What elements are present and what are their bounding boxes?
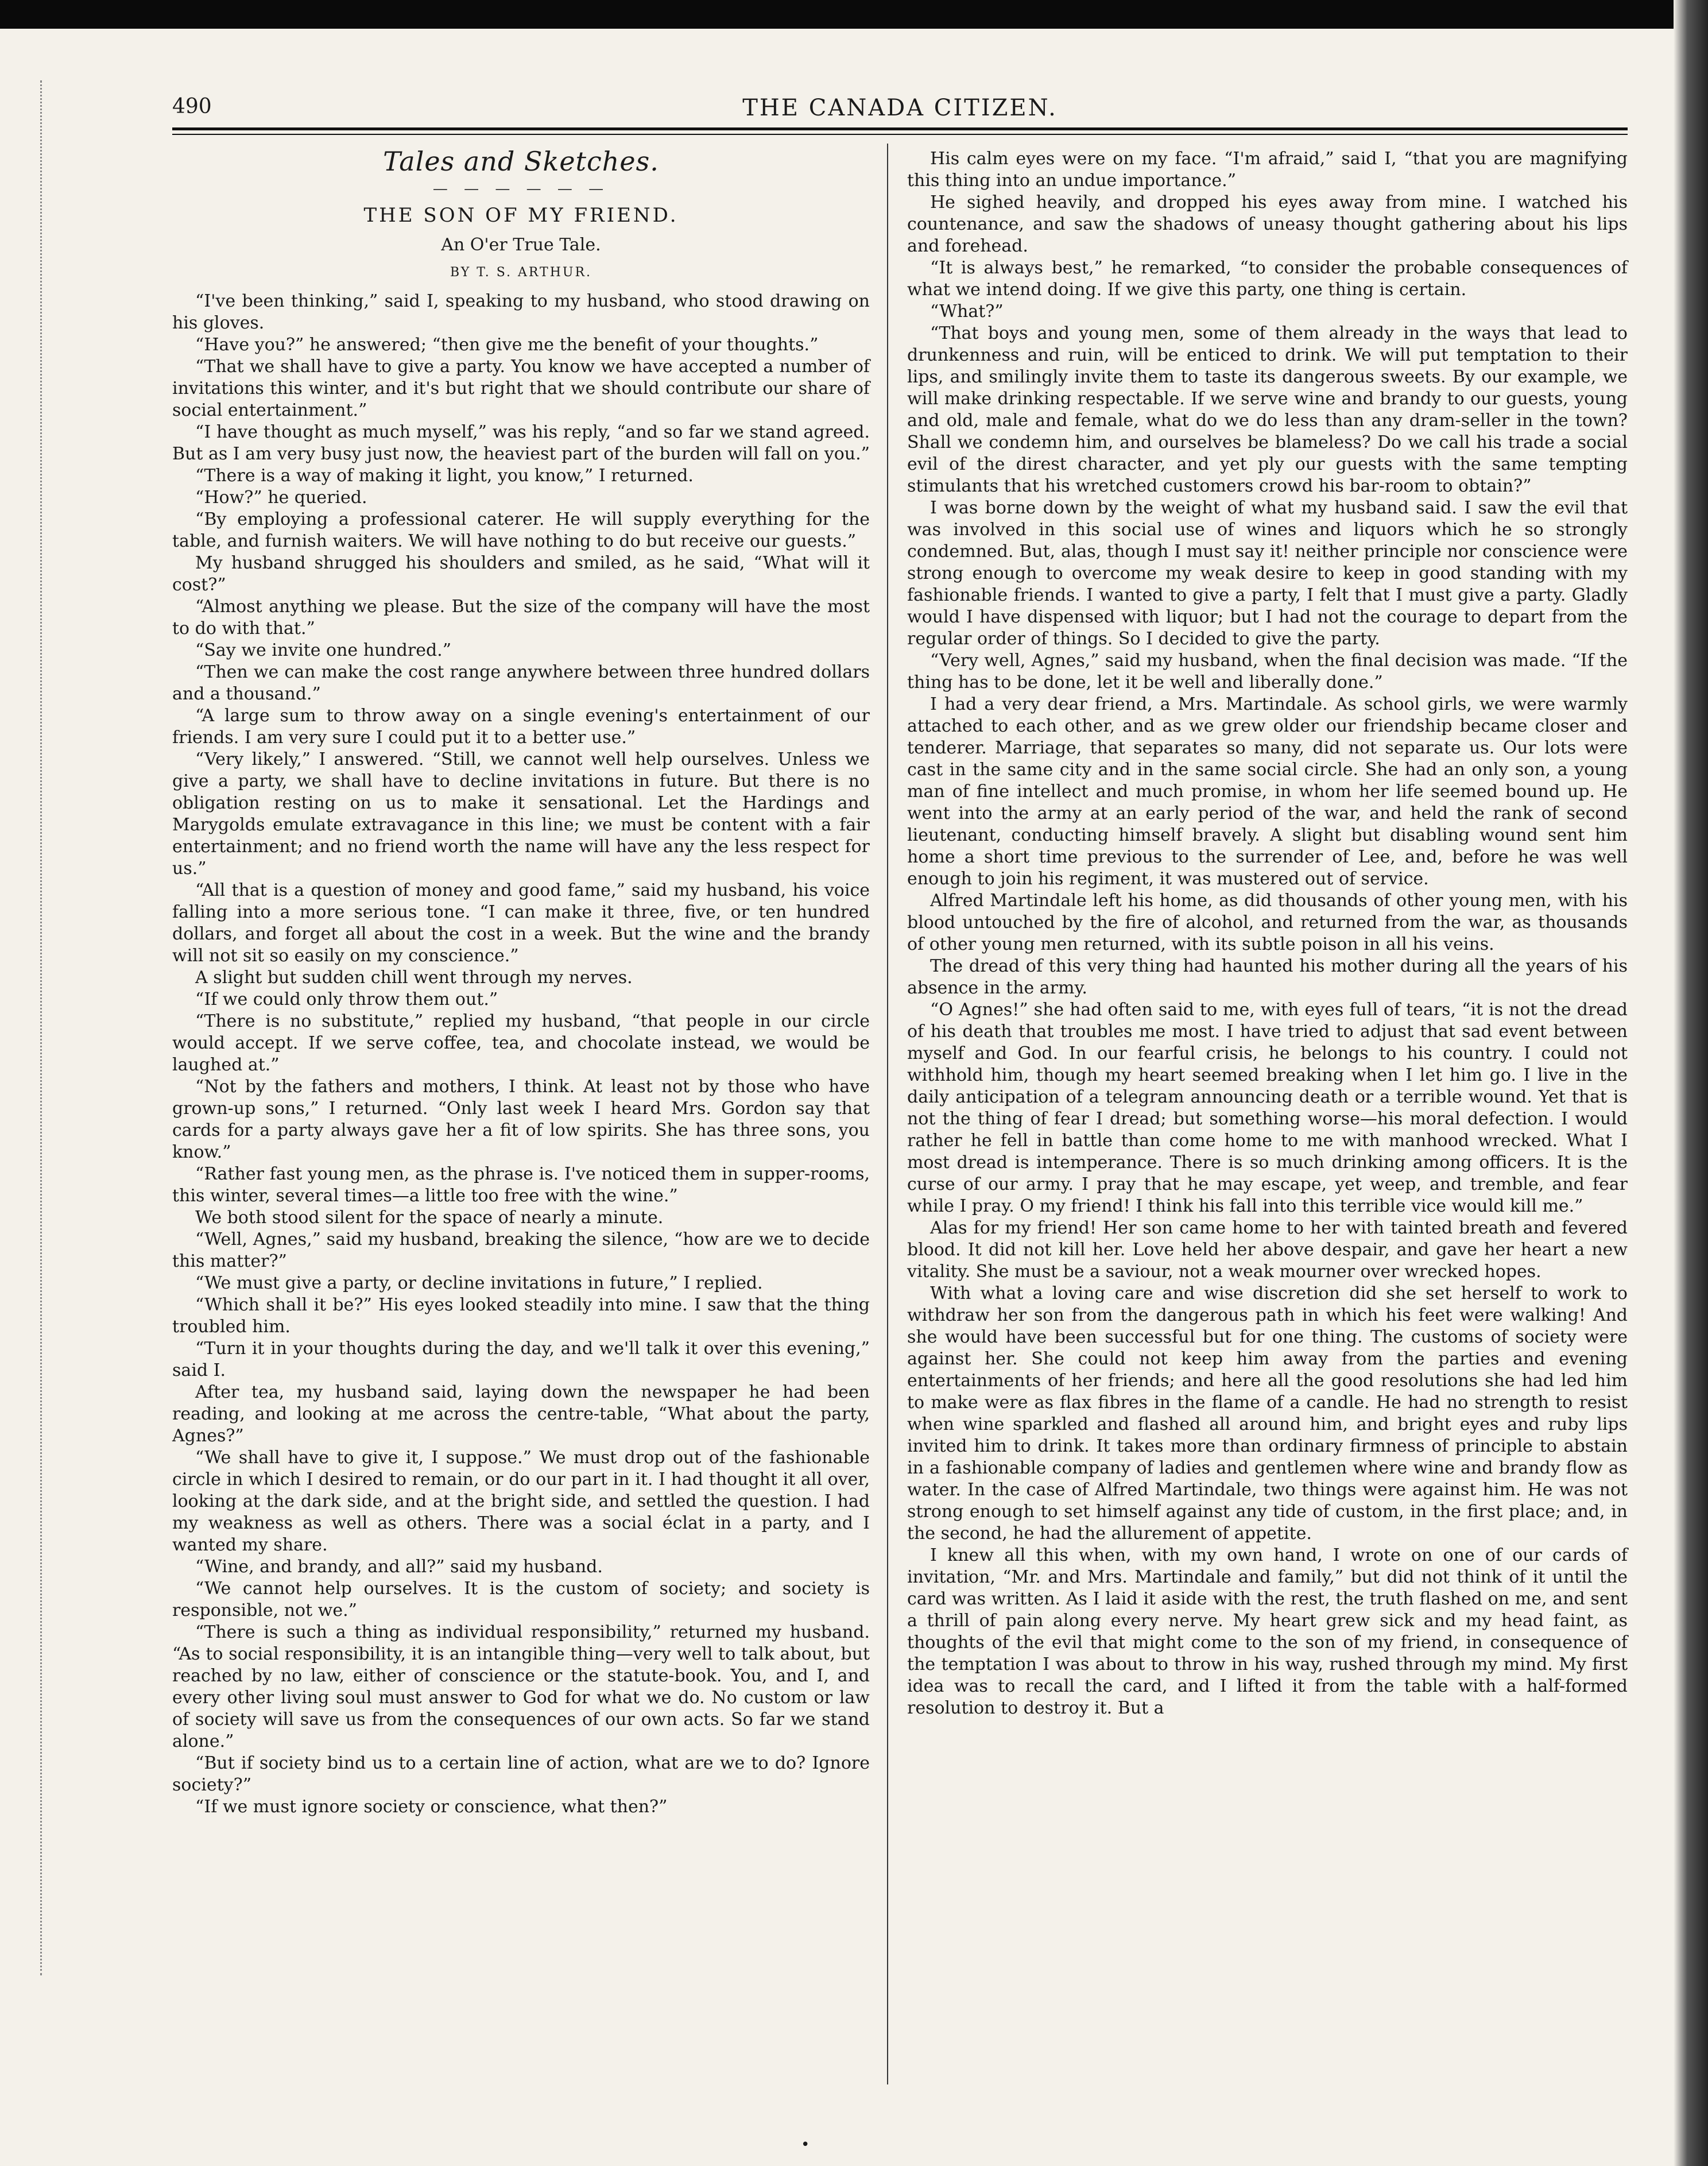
scan-right-edge bbox=[1674, 0, 1708, 2166]
page-header bbox=[172, 95, 1628, 129]
paragraph: “Not by the fathers and mothers, I think. At least not by those who have grown-up sons,” I returned. “Only last week I heard Mrs. Gordon say that cards for a party always gave her a fit of low spirits. She has three sons, you know.” bbox=[172, 1077, 870, 1162]
paragraph: After tea, my husband said, laying down the newspaper he had been reading, and looking at me across the centre-table, “What about the party, Agnes?” bbox=[172, 1382, 870, 1446]
paragraph: “Well, Agnes,” said my husband, breaking the silence, “how are we to decide this matter?” bbox=[172, 1229, 870, 1271]
right-column-body bbox=[907, 148, 1628, 1719]
journal-title: THE CANADA CITIZEN. bbox=[742, 95, 1058, 121]
left-column bbox=[172, 148, 870, 1818]
paragraph: My husband shrugged his shoulders and smiled, as he said, “What will it cost?” bbox=[172, 553, 870, 595]
paragraph: “Wine, and brandy, and all?” said my husband. bbox=[195, 1557, 603, 1577]
paragraph: “We must give a party, or decline invitations in future,” I replied. bbox=[195, 1273, 763, 1293]
paragraph: “Turn it in your thoughts during the day, and we'll talk it over this evening,” said I. bbox=[172, 1339, 870, 1380]
paragraph: “There is no substitute,” replied my husband, “that people in our circle would accept. If we serve coffee, tea, and chocolate instead, we would be laughed at.” bbox=[172, 1011, 870, 1075]
paragraph: “All that is a question of money and good fame,” said my husband, his voice falling into a more serious tone. “I can make it three, five, or ten hundred dollars, and forget all about the cost in a week. But the wine and the brandy will not sit so easily on my conscience.” bbox=[172, 880, 870, 966]
paragraph: I had a very dear friend, a Mrs. Martindale. As school girls, we were warmly attached to each other, and as we grew older our friendship became closer and tenderer. Marriage, that separates so many, did not separate us. Our lots were cast in the same city and in the same social circle. She had an only son, a young man of fine intellect and much promise, in whom her life seemed bound up. He went into the army at an early period of the war, and held the rank of second lieutenant, conducting himself bravely. A slight but disabling wound sent him home a short time previous to the surrender of Lee, and, before he was well enough to join his regiment, it was mustered out of service. bbox=[907, 694, 1628, 889]
paragraph: “O Agnes!” she had often said to me, with eyes full of tears, “it is not the dread of his death that troubles me most. I have tried to adjust that sad event between myself and God. In our fearful crisis, he belongs to his country. I could not withhold him, though my heart seemed breaking when I let him go. I live in the daily anticipation of a telegram announcing death or a terrible wound. Yet that is not the thing of fear I dread; but something worse—his moral defection. I would rather he fell in battle than come home to me with manhood wrecked. What I most dread is intemperance. There is so much drinking among officers. It is the curse of our army. I pray that he may escape, yet weep, and tremble, and fear while I pray. O my friend! I think his fall into this terrible vice would kill me.” bbox=[907, 1000, 1628, 1216]
paragraph: “Almost anything we please. But the size of the company will have the most to do with that.” bbox=[172, 597, 870, 639]
paragraph: I was borne down by the weight of what my husband said. I saw the evil that was involved in this social use of wines and liquors which he so strongly condemned. But, alas, though I must say it! neither principle nor conscience were strong enough to overcome my weak desire to keep in good standing with my fashionable friends. I wanted to give a party, I felt that I must give a party. Gladly would I have dispensed with liquor; but I had not the courage to depart from the regular order of things. So I decided to give the party. bbox=[907, 498, 1628, 649]
paragraph: “Rather fast young men, as the phrase is. I've noticed them in supper-rooms, this winter, several times—a little too free with the wine.” bbox=[172, 1164, 870, 1206]
paragraph: “We shall have to give it, I suppose.” We must drop out of the fashionable circle in which I desired to remain, or do our part in it. I had thought it all over, looking at the dark side, and at the bright side, and settled the question. I had my weakness as well as others. There was a social éclat in a party, and I wanted my share. bbox=[172, 1448, 870, 1555]
paragraph: “If we could only throw them out.” bbox=[195, 989, 498, 1009]
paragraph: “Very well, Agnes,” said my husband, when the final decision was made. “If the thing has to be done, let it be well and liberally done.” bbox=[907, 651, 1628, 693]
paragraph: “I've been thinking,” said I, speaking to my husband, who stood drawing on his gloves. bbox=[172, 291, 870, 333]
story-byline: BY T. S. ARTHUR. bbox=[450, 265, 592, 280]
paragraph: He sighed heavily, and dropped his eyes away from mine. I watched his countenance, and saw the shadows of uneasy thought gathering about his lips and forehead. bbox=[907, 192, 1628, 256]
header-rule-thick bbox=[172, 127, 1628, 130]
paragraph: “Which shall it be?” His eyes looked steadily into mine. I saw that the thing troubled him. bbox=[172, 1295, 870, 1337]
paragraph: “It is always best,” he remarked, “to consider the probable consequences of what we intend doing. If we give this party, one thing is certain. bbox=[907, 258, 1628, 300]
paragraph: “That we shall have to give a party. You know we have accepted a number of invitations this winter, and it's but right that we should contribute our share of social entertainment.” bbox=[172, 357, 870, 420]
heading-dashes: — — — — — — bbox=[432, 180, 610, 198]
paragraph: “How?” he queried. bbox=[195, 488, 367, 508]
left-column-body bbox=[172, 291, 870, 1818]
paragraph: “There is a way of making it light, you know,” I returned. bbox=[195, 466, 694, 486]
paragraph: “I have thought as much myself,” was his reply, “and so far we stand agreed. But as I am very busy just now, the heaviest part of the burden will fall on you.” bbox=[172, 422, 870, 464]
paragraph: The dread of this very thing had haunted his mother during all the years of his absence in the army. bbox=[907, 956, 1628, 998]
paragraph: I knew all this when, with my own hand, I wrote on one of our cards of invitation, “Mr. and Mrs. Martindale and family,” but did not think of it until the card was written. As I laid it aside with the rest, the truth flashed on me, and sent a thrill of pain along every nerve. My heart grew sick and my head faint, as thoughts of the evil that might come to the son of my friend, in consequence of the temptation I was about to throw in his way, rushed through my mind. My first idea was to recall the card, and I lifted it from the table with a half-formed resolution to destroy it. But a bbox=[907, 1545, 1628, 1718]
page-number: 490 bbox=[172, 95, 212, 118]
paragraph: “By employing a professional caterer. He will supply everything for the table, and furnish waiters. We will have nothing to do but receive our guests.” bbox=[172, 509, 870, 551]
header-rule-thin bbox=[172, 134, 1628, 135]
paragraph: “If we must ignore society or conscience, what then?” bbox=[195, 1797, 668, 1817]
paragraph: “A large sum to throw away on a single evening's entertainment of our friends. I am very sure I could put it to a better use.” bbox=[172, 706, 870, 748]
paragraph: With what a loving care and wise discretion did she set herself to work to withdraw her son from the dangerous path in which his feet were walking! And she would have been successful but for one thing. The customs of society were against her. She could not keep him away from the parties and evening entertainments of her friends; and here all the good resolutions she had led him to make were as flax fibres in the flame of a candle. He had no strength to resist when wine sparkled and flashed all around him, and bright eyes and ruby lips invited him to drink. It takes more than ordinary firmness of principle to abstain in a fashionable company of ladies and gentlemen where wine and brandy flow as water. In the case of Alfred Martindale, two things were against him. He was not strong enough to set himself against any tide of custom, in the first place; and, in the second, he had the allurement of appetite. bbox=[907, 1283, 1628, 1544]
paragraph: His calm eyes were on my face. “I'm afraid,” said I, “that you are magnifying this thing into an undue importance.” bbox=[907, 149, 1628, 191]
paragraph: “What?” bbox=[930, 301, 1004, 322]
paragraph: “There is such a thing as individual responsibility,” returned my husband. “As to social responsibility, it is an intangible thing—very well to talk about, but reached by no law, either of conscience or the statute-book. You, and I, and every other living soul must answer to God for what we do. No custom or law of society will save us from the consequences of our own acts. So far we stand alone.” bbox=[172, 1622, 870, 1751]
story-subtitle: An O'er True Tale. bbox=[441, 235, 601, 255]
right-column bbox=[907, 148, 1628, 1719]
paragraph: Alfred Martindale left his home, as did thousands of other young men, with his blood untouched by the fire of alcohol, and returned from the war, as thousands of other young men returned, with its subtle poison in all his veins. bbox=[907, 891, 1628, 954]
paragraph: “But if society bind us to a certain line of action, what are we to do? Ignore society?” bbox=[172, 1753, 870, 1795]
footer-mark: • bbox=[801, 2136, 810, 2153]
paragraph: A slight but sudden chill went through my nerves. bbox=[195, 968, 633, 988]
paragraph: Alas for my friend! Her son came home to her with tainted breath and fevered blood. It did not kill her. Love held her above despair, and gave her heart a new vitality. She must be a saviour, not a weak mourner over wrecked hopes. bbox=[907, 1218, 1628, 1282]
scan-left-margin-marks bbox=[40, 80, 45, 1975]
scan-top-border bbox=[0, 0, 1708, 29]
paragraph: “Then we can make the cost range anywhere between three hundred dollars and a thousand.” bbox=[172, 662, 870, 704]
story-title: THE SON OF MY FRIEND. bbox=[363, 204, 679, 227]
paragraph: “Have you?” he answered; “then give me the benefit of your thoughts.” bbox=[195, 335, 819, 355]
paragraph: We both stood silent for the space of nearly a minute. bbox=[195, 1208, 664, 1228]
paragraph: “Very likely,” I answered. “Still, we cannot well help ourselves. Unless we give a party, we shall have to decline invitations in future. But there is no obligation resting on us to make it sensational. Let the Hardings and Marygolds emulate extravagance in this line; we must be content with a fair entertainment; and no friend worth the name will have any the less respect for us.” bbox=[172, 749, 870, 879]
paragraph: “Say we invite one hundred.” bbox=[195, 640, 452, 660]
section-heading: Tales and Sketches. bbox=[383, 146, 659, 177]
paragraph: “That boys and young men, some of them already in the ways that lead to drunkenness and ruin, will be enticed to drink. We will put temptation to their lips, and smilingly invite them to taste its dangerous sweets. By our example, we will make drinking respectable. If we serve wine and brandy to our guests, young and old, male and female, what do we do less than any dram-seller in the town? Shall we condemn him, and ourselves be blameless? Do we call his trade a social evil of the direst character, and yet ply our guests with the same tempting stimulants that his wretched customers crowd his bar-room to obtain?” bbox=[907, 323, 1628, 496]
paragraph: “We cannot help ourselves. It is the custom of society; and society is responsible, not we.” bbox=[172, 1579, 870, 1620]
column-divider bbox=[887, 144, 888, 2084]
